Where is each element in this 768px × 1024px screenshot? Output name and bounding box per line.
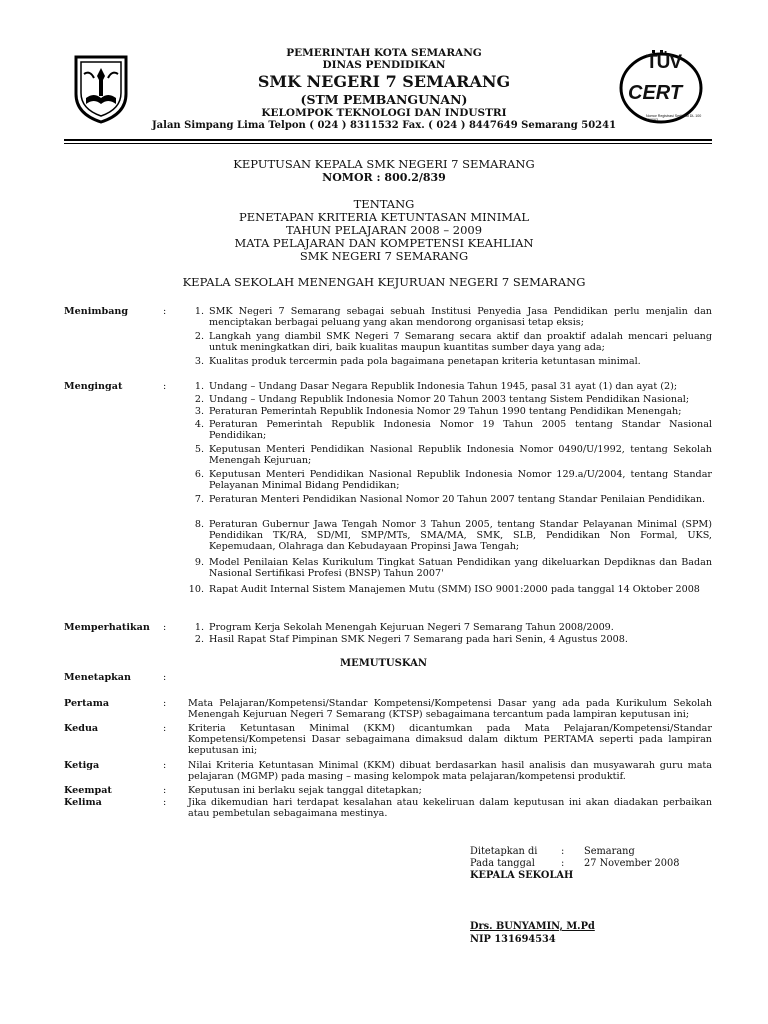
list-number: 1. — [194, 381, 204, 392]
place-colon: : — [561, 846, 565, 857]
list-number: 1. — [194, 622, 204, 633]
decision-number: NOMOR : 800.2/839 — [322, 171, 446, 184]
decision-label: Menetapkan — [64, 672, 131, 683]
subject-line-2: TAHUN PELAJARAN 2008 – 2009 — [285, 223, 483, 237]
signer-position: KEPALA SEKOLAH — [470, 870, 574, 881]
decision-text: Jika dikemudian hari terdapat kesalahan atau kekeliruan dalam keputusan ini akan diadakan perbaikan atau pembetulan sebagaimana mestinya. — [188, 797, 712, 820]
decision-label: Pertama — [64, 698, 110, 709]
place-value: Semarang — [584, 846, 635, 857]
list-item: Model Penilaian Kelas Kurikulum Tingkat Satuan Pendidikan yang dikeluarkan Depdiknas dan Badan Nasional Sertifikasi Profesi (BNSP) Tahun 2007' — [209, 557, 712, 580]
date-value: 27 November 2008 — [584, 858, 680, 869]
cert-registration-note: Nomor Registrasi Sertifikat DL 100 059063 — [646, 114, 702, 122]
decision-colon: : — [163, 723, 167, 734]
list-item: Langkah yang diambil SMK Negeri 7 Semarang secara aktif dan proaktif adalah mencari peluang untuk meningkatkan diri, baik kualitas maupun kuantitas sumber daya yang ada; — [209, 331, 712, 354]
decision-colon: : — [163, 672, 167, 683]
school-subtitle: (STM PEMBANGUNAN) — [300, 92, 468, 107]
decides-heading: MEMUTUSKAN — [340, 658, 428, 669]
decision-colon: : — [163, 785, 167, 796]
list-number: 3. — [194, 356, 204, 367]
cert-label: CERT — [628, 82, 683, 104]
list-number: 10. — [188, 584, 204, 595]
tuv-cert-logo — [616, 44, 710, 128]
list-number: 4. — [194, 419, 204, 430]
memperhatikan-colon: : — [163, 622, 167, 633]
decision-label: Keempat — [64, 785, 112, 796]
department-name: DINAS PENDIDIKAN — [322, 59, 446, 71]
school-group: KELOMPOK TEKNOLOGI DAN INDUSTRI — [261, 107, 507, 119]
school-name: SMK NEGERI 7 SEMARANG — [257, 72, 511, 91]
decision-colon: : — [163, 760, 167, 771]
list-number: 2. — [194, 394, 204, 405]
decision-colon: : — [163, 797, 167, 808]
header-divider — [64, 139, 712, 141]
list-item: Peraturan Gubernur Jawa Tengah Nomor 3 Tahun 2005, tentang Standar Pelayanan Minimal (SPM) Pendidikan TK/RA, SD/MI, SMP/MTs, SMA/MA, SMK, SLB, Pendidikan Non Formal, UKS, Kepemudaan, Olahraga dan Kebudayaan Propinsi Jawa Tengah; — [209, 519, 712, 553]
menimbang-colon: : — [163, 306, 167, 317]
decision-text: Keputusan ini berlaku sejak tanggal ditetapkan; — [188, 785, 422, 796]
list-number: 8. — [194, 519, 204, 530]
list-number: 5. — [194, 444, 204, 455]
list-number: 2. — [194, 331, 204, 342]
decision-label: Kelima — [64, 797, 102, 808]
list-number: 9. — [194, 557, 204, 568]
list-item: Peraturan Menteri Pendidikan Nasional Nomor 20 Tahun 2007 tentang Standar Penilaian Pendidikan. — [209, 494, 706, 505]
list-item: Kualitas produk tercermin pada pola bagaimana penetapan kriteria ketuntasan minimal. — [209, 356, 641, 367]
decision-text: Kriteria Ketuntasan Minimal (KKM) dicantumkan pada Mata Pelajaran/Kompetensi/Standar Kompetensi/Kompetensi Dasar sebagaimana dimaksud dalam diktum PERTAMA seperti pada lampiran keputusan ini; — [188, 723, 712, 757]
head-of-school-title: KEPALA SEKOLAH MENENGAH KEJURUAN NEGERI 7 SEMARANG — [182, 275, 586, 289]
list-number: 6. — [194, 469, 204, 480]
subject-line-3: MATA PELAJARAN DAN KOMPETENSI KEAHLIAN — [234, 236, 534, 250]
place-label: Ditetapkan di — [470, 846, 538, 857]
list-item: Keputusan Menteri Pendidikan Nasional Republik Indonesia Nomor 0490/U/1992, tentang Sekolah Menengah Kejuruan; — [209, 444, 712, 467]
mengingat-colon: : — [163, 381, 167, 392]
decision-title: KEPUTUSAN KEPALA SMK NEGERI 7 SEMARANG — [233, 157, 535, 171]
decision-text: Nilai Kriteria Ketuntasan Minimal (KKM) dibuat berdasarkan hasil analisis dan musyawarah guru mata pelajaran (MGMP) pada masing – masing kelompok mata pelajaran/kompetensi produktif. — [188, 760, 712, 783]
date-label: Pada tanggal — [470, 858, 535, 869]
list-item: Peraturan Pemerintah Republik Indonesia Nomor 29 Tahun 1990 tentang Pendidikan Menengah; — [209, 406, 682, 417]
gov-name: PEMERINTAH KOTA SEMARANG — [286, 47, 482, 59]
list-number: 3. — [194, 406, 204, 417]
list-item: Undang – Undang Republik Indonesia Nomor 20 Tahun 2003 tentang Sistem Pendidikan Nasional; — [209, 394, 690, 405]
tuv-brand: TÜV — [646, 52, 681, 73]
list-number: 7. — [194, 494, 204, 505]
list-item: Program Kerja Sekolah Menengah Kejuruan Negeri 7 Semarang Tahun 2008/2009. — [209, 622, 614, 633]
list-item: Undang – Undang Dasar Negara Republik Indonesia Tahun 1945, pasal 31 ayat (1) dan ayat (2); — [209, 381, 678, 392]
subject-line-4: SMK NEGERI 7 SEMARANG — [299, 249, 469, 263]
signer-name: Drs. BUNYAMIN, M.Pd — [470, 921, 595, 932]
about-label: TENTANG — [353, 197, 415, 211]
list-number: 2. — [194, 634, 204, 645]
list-number: 1. — [194, 306, 204, 317]
subject-line-1: PENETAPAN KRITERIA KETUNTASAN MINIMAL — [239, 210, 529, 224]
list-item: SMK Negeri 7 Semarang sebagai sebuah Institusi Penyedia Jasa Pendidikan perlu menjalin dan menciptakan berbagai peluang yang akan mendorong organisasi tetap eksis; — [209, 306, 712, 329]
memperhatikan-label: Memperhatikan — [64, 622, 150, 633]
list-item: Keputusan Menteri Pendidikan Nasional Republik Indonesia Nomor 129.a/U/2004, tentang Standar Pelayanan Minimal Bidang Pendidikan; — [209, 469, 712, 492]
mengingat-label: Mengingat — [64, 381, 123, 392]
decision-label: Kedua — [64, 723, 99, 734]
list-item: Peraturan Pemerintah Republik Indonesia Nomor 19 Tahun 2005 tentang Standar Nasional Pendidikan; — [209, 419, 712, 442]
decision-text: Mata Pelajaran/Kompetensi/Standar Kompetensi/Kompetensi Dasar yang ada pada Kurikulum Sekolah Menengah Kejuruan Negeri 7 Semarang (KTSP) sebagaimana tercantum pada lampiran keputusan ini; — [188, 698, 712, 721]
date-colon: : — [561, 858, 565, 869]
list-item: Rapat Audit Internal Sistem Manajemen Mutu (SMM) ISO 9001:2000 pada tanggal 14 Oktober 2008 — [209, 584, 700, 595]
signer-nip: NIP 131694534 — [470, 934, 556, 945]
decision-label: Ketiga — [64, 760, 100, 771]
menimbang-label: Menimbang — [64, 306, 129, 317]
school-address: Jalan Simpang Lima Telpon ( 024 ) 8311532 Fax. ( 024 ) 8447649 Semarang 50241 — [151, 120, 617, 131]
decision-colon: : — [163, 698, 167, 709]
header-divider-thin — [64, 143, 712, 144]
list-item: Hasil Rapat Staf Pimpinan SMK Negeri 7 Semarang pada hari Senin, 4 Agustus 2008. — [209, 634, 628, 645]
